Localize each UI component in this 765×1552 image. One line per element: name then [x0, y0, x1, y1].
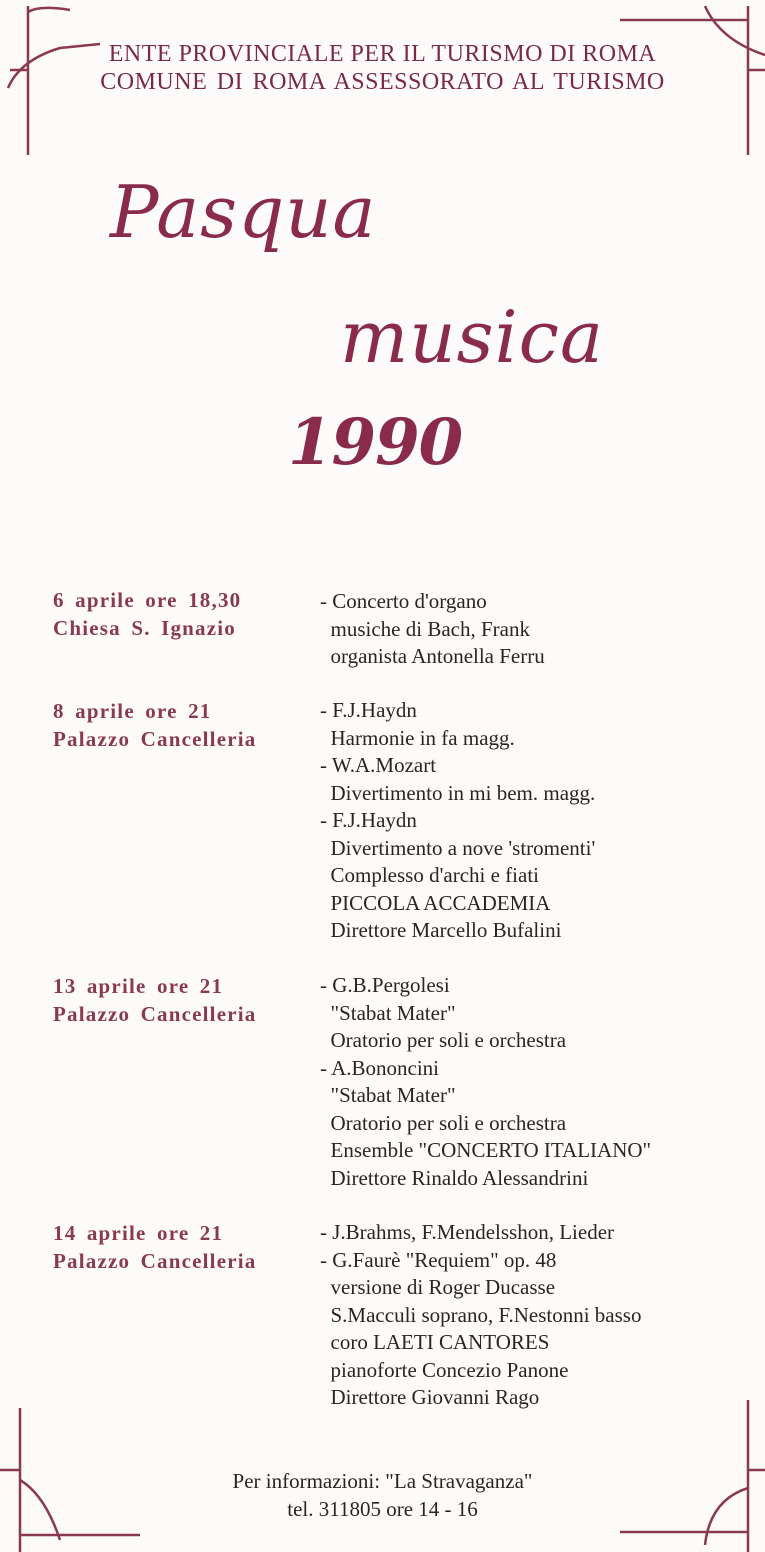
program-line: - G.Faurè "Requiem" op. 48 — [320, 1247, 557, 1272]
program-line: - G.B.Pergolesi — [320, 973, 450, 997]
program-line: Ensemble "CONCERTO ITALIANO" — [320, 1138, 652, 1162]
program-line: "Stabat Mater" — [320, 1000, 456, 1025]
program-line: - Concerto d'organo — [320, 589, 487, 613]
event-date: 6 aprile ore 18,30 — [53, 588, 242, 612]
program-line: Complesso d'archi e fiati — [320, 863, 539, 887]
program-line: Harmonie in fa magg. — [320, 725, 515, 750]
program-line: Direttore Marcello Bufalini — [320, 918, 562, 942]
event-venue: Chiesa S. Ignazio — [53, 616, 237, 640]
event-date: 8 aprile ore 21 — [53, 699, 212, 723]
program-line: - F.J.Haydn — [320, 698, 417, 722]
program-line: - J.Brahms, F.Mendelsshon, Lieder — [320, 1220, 615, 1244]
event-venue: Palazzo Cancelleria — [53, 1002, 257, 1026]
program-line: musiche di Bach, Frank — [320, 616, 530, 641]
event-venue: Palazzo Cancelleria — [53, 1249, 257, 1273]
program-line: Divertimento a nove 'stromenti' — [320, 835, 596, 860]
program-line: Direttore Giovanni Rago — [320, 1385, 540, 1409]
program-line: S.Macculi soprano, F.Nestonni basso — [320, 1302, 642, 1327]
program-line: - F.J.Haydn — [320, 808, 417, 832]
program-line: organista Antonella Ferru — [320, 644, 545, 668]
event-when — [53, 972, 257, 1028]
program-line: Direttore Rinaldo Alessandrini — [320, 1165, 589, 1190]
title-word-musica: musica — [340, 295, 604, 379]
title-year: 1990 — [288, 405, 463, 480]
title-word-pasqua: Pasqua — [110, 170, 377, 254]
program-line: Oratorio per soli e orchestra — [320, 1028, 567, 1052]
event-program — [320, 1219, 641, 1412]
program-line: coro LAETI CANTORES — [320, 1330, 550, 1354]
program-line: versione di Roger Ducasse — [320, 1275, 556, 1299]
event-when — [53, 586, 241, 642]
program-line: "Stabat Mater" — [320, 1083, 456, 1107]
program-line: Divertimento in mi bem. magg. — [320, 780, 596, 805]
program-line: - A.Bononcini — [320, 1055, 439, 1080]
organizer-line-1: ENTE PROVINCIALE PER IL TURISMO DI ROMA — [108, 41, 657, 67]
event-venue: Palazzo Cancelleria — [53, 727, 257, 751]
event-program — [320, 972, 651, 1192]
program-line: PICCOLA ACCADEMIA — [320, 890, 551, 915]
info-line: Per informazioni: "La Stravaganza" — [232, 1469, 533, 1493]
program-line: - W.A.Mozart — [320, 753, 437, 777]
event-when — [53, 1219, 257, 1275]
program-line: pianoforte Concezio Panone — [320, 1357, 569, 1382]
phone-line: tel. 311805 ore 14 - 16 — [287, 1497, 478, 1521]
program-line: Oratorio per soli e orchestra — [320, 1110, 567, 1135]
event-program — [320, 697, 595, 945]
event-date: 13 aprile ore 21 — [53, 974, 224, 998]
event-when — [53, 697, 257, 753]
organizer-line-2: COMUNE DI ROMA ASSESSORATO AL TURISMO — [100, 69, 665, 95]
event-program — [320, 588, 545, 671]
event-date: 14 aprile ore 21 — [53, 1221, 224, 1245]
